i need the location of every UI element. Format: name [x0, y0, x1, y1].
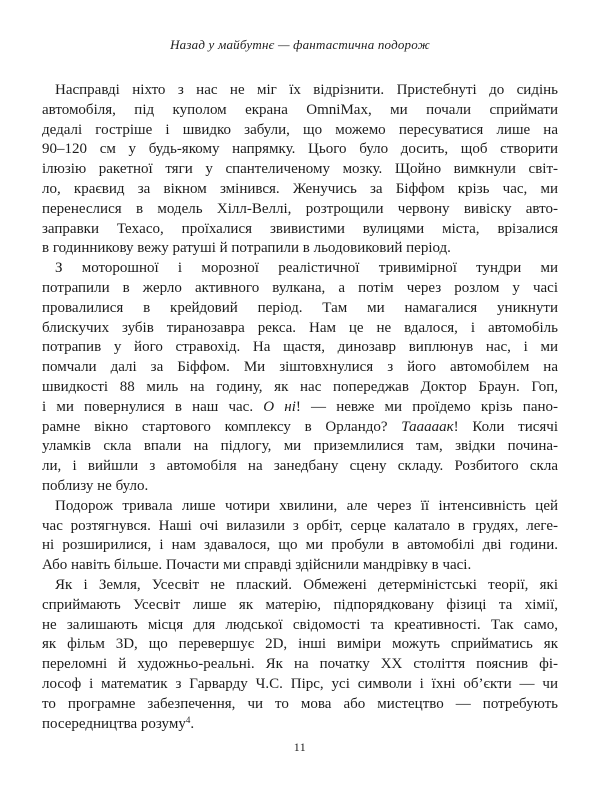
- text-segment: то програмне забезпечення, чи то мова або мистецтво — потребують: [42, 695, 558, 712]
- text-segment: Насправді ніхто з нас не міг їх відрізнити. Пристебнуті до сидінь: [55, 82, 558, 98]
- text-segment: перенеслися в модель Хілл-Веллі, розтрощили червону вивіску авто-: [42, 200, 558, 217]
- text-line: [42, 576, 558, 596]
- text-line: [42, 200, 558, 220]
- body-text: [42, 81, 558, 734]
- text-line: [42, 715, 558, 735]
- text-segment: швидкості 88 миль на годину, як нас попереджав Доктор Браун. Гоп,: [42, 378, 558, 395]
- text-segment: уламків скла впали на підлогу, ми приземлилися там, звідки почина-: [42, 438, 558, 455]
- text-segment: .: [190, 715, 195, 732]
- page-number: 11: [293, 740, 307, 754]
- text-line: [42, 497, 558, 517]
- text-segment: переломні й художньо-реальні. Як на початку XX століття пояснив фі-: [42, 656, 558, 673]
- text-segment: Подорож тривала лише чотири хвилини, але через її інтенсивність цей: [55, 497, 558, 514]
- text-line: [42, 220, 558, 240]
- text-line: [42, 81, 558, 101]
- text-line: [42, 279, 558, 299]
- text-line: [42, 358, 558, 378]
- text-line: [42, 398, 558, 418]
- text-line: [42, 239, 558, 259]
- text-segment: О ні: [263, 398, 296, 415]
- text-segment: ли, і вийшли з автомобіля на занедбану сцену складу. Розбитого скла: [42, 458, 558, 475]
- text-segment: посередництва розуму: [42, 715, 186, 732]
- text-line: [42, 338, 558, 358]
- text-segment: блискучих зубів тиранозавра рекса. Нам це не вдалося, і автомобіль: [42, 319, 558, 336]
- text-line: [42, 695, 558, 715]
- text-line: [42, 180, 558, 200]
- text-line: [42, 536, 558, 556]
- text-segment: ілюзію ракетної тяги у спантеличеному мозку. Щойно вимкнули світ-: [42, 161, 558, 178]
- paragraph: [42, 497, 558, 576]
- text-segment: автомобіля, під куполом екрана OmniMax, ми почали сприймати: [42, 101, 558, 118]
- text-segment: як фільм 3D, що перевершує 2D, інші виміри можуть сприйматись як: [42, 636, 558, 653]
- text-segment: ні розширилися, і нам здавалося, що ми пробули в автомобілі дві години.: [42, 537, 558, 554]
- text-segment: провалилися в крейдовий період. Там ми намагалися уникнути: [42, 299, 558, 316]
- text-segment: ло, краєвид за вікном змінився. Женучись за Біффом крізь час, ми: [42, 180, 558, 197]
- text-segment: потрапили в жерло активного вулкана, а потім через розлом у часі: [42, 279, 558, 296]
- text-segment: заправки Texaco, проїхалися звивистими вулицями міста, врізалися: [42, 220, 558, 237]
- paragraph: [42, 81, 558, 259]
- text-segment: і ми повернулися в наш час.: [42, 398, 264, 415]
- text-line: [42, 437, 558, 457]
- text-segment: в годинникову вежу ратуші й потрапили в льодовиковий період.: [42, 240, 451, 257]
- text-line: [42, 457, 558, 477]
- text-line: [42, 616, 558, 636]
- text-line: [42, 378, 558, 398]
- text-segment: ! Коли тисячі: [453, 418, 559, 435]
- text-segment: 90–120 см у будь-якому напрямку. Цього було досить, щоб створити: [42, 141, 558, 158]
- paragraph: [42, 576, 558, 734]
- running-head: Назад у майбутнє — фантастична подорож: [170, 37, 430, 52]
- text-line: [42, 675, 558, 695]
- text-segment: рамне вікно стартового комплексу в Орландо?: [42, 418, 402, 435]
- text-segment: З моторошної і морозної реалістичної тривимірної тундри ми: [55, 260, 558, 277]
- text-line: [42, 477, 558, 497]
- text-segment: Або навіть більше. Почасти ми справді здійснили мандрівку в часі.: [42, 557, 472, 574]
- text-segment: дедалі гостріше і швидко забули, що можемо пересуватися лише на: [42, 121, 558, 138]
- text-line: [42, 259, 558, 279]
- text-line: [42, 635, 558, 655]
- text-line: [42, 596, 558, 616]
- text-line: [42, 101, 558, 121]
- footnote-marker: 4: [185, 714, 191, 725]
- text-line: [42, 655, 558, 675]
- text-line: [42, 160, 558, 180]
- text-segment: лософ і математик з Гарварду Ч.С. Пірс, усі символи і їхні об’єкти — чи: [42, 675, 558, 692]
- text-line: [42, 121, 558, 141]
- text-segment: поблизу не було.: [42, 477, 149, 494]
- text-segment: помчали далі за Біффом. Ми зіштовхнулися з його автомобілем на: [42, 359, 558, 376]
- text-line: [42, 517, 558, 537]
- text-segment: час розтягнувся. Наші очі вилазили з орбіт, серце калатало в грудях, леге-: [42, 517, 558, 534]
- text-segment: Як і Земля, Усесвіт не плаский. Обмежені детерміністські теорії, які: [55, 576, 558, 593]
- text-segment: потрапив у його стравохід. На щастя, динозавр виплюнув нас, і ми: [42, 339, 558, 356]
- text-line: [42, 299, 558, 319]
- text-line: [42, 418, 558, 438]
- text-line: [42, 140, 558, 160]
- text-segment: ! — невже ми проїдемо крізь пано-: [295, 398, 558, 415]
- text-line: [42, 556, 558, 576]
- text-segment: Тааааак: [401, 418, 454, 435]
- text-segment: не залишають місця для людської свідомості та креативності. Так само,: [42, 616, 558, 633]
- text-line: [42, 319, 558, 339]
- paragraph: [42, 259, 558, 497]
- text-segment: сприймають Усесвіт лише як матерію, підпорядковану фізиці та хімії,: [42, 596, 558, 613]
